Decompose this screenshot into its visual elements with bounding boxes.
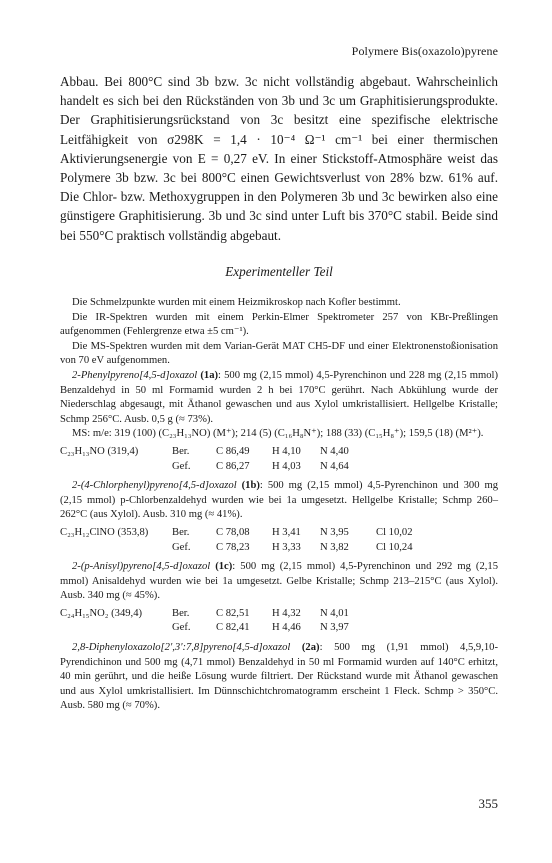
analysis-1b <box>60 526 498 555</box>
analysis-formula: C₂₄H₁₅NO₂ (349,4) <box>60 607 143 619</box>
compound-1c-label: (1c) <box>215 561 233 573</box>
section-title: Experimenteller Teil <box>225 264 333 279</box>
compound-1a-paragraph <box>60 369 498 427</box>
analysis-gef-c: C 78,23 <box>216 541 250 553</box>
compound-1a-label: (1a) <box>200 369 219 381</box>
analysis-gef-c: C 82,41 <box>216 622 250 634</box>
analysis-ber-c: C 78,08 <box>216 526 250 538</box>
analysis-ber-h: H 4,32 <box>272 607 301 619</box>
page-number: 355 <box>478 796 498 811</box>
analysis-gef-label: Gef. <box>172 460 191 472</box>
intro-text: Abbau. Bei 800°C sind 3b bzw. 3c nicht vollständig abgebaut. Wahrscheinlich handelt es sich bei den Rückständen von 3b und 3c um Graphitisierungsprodukte. Der Graphitisierungsrückstand von 3c besitzt eine spezifische elektrische Leitfähigkeit von σ298K = 1,4 · 10⁻⁴ Ω⁻¹ cm⁻¹ bei einer thermischen Aktivierungsenergie von E = 0,27 eV. In einer Stickstoff-Atmosphäre weist das Polymere 3b bzw. 3c bei 800°C einen Gewichtsverlust von 28% bzw. 61% auf. Die Chlor- bzw. Methoxygruppen in den Polymeren 3b und 3c bewirken also eine günstigere Graphitisierung. 3b und 3c sind unter Luft bis 370°C stabil. Beide sind bei 550°C praktisch vollständig abgebaut. <box>60 74 498 243</box>
intro-paragraph <box>60 72 498 245</box>
compound-2a-paragraph <box>60 641 498 714</box>
compound-1b-name: 2-(4-Chlorphenyl)pyreno[4,5-d]oxazol <box>72 480 237 492</box>
analysis-ber-n: N 4,01 <box>320 607 349 619</box>
compound-1a-text: : 500 mg (2,15 mmol) 4,5-Pyrenchinon und 228 mg (2,15 mmol) Benzaldehyd in 50 ml Formamid wurden 2 h bei 170°C gerührt. Nach Abkühlung wurde der Niederschlag abgesaugt, mit Äthanol gewaschen und aus Xylol umkristallisiert. Hellgelbe Kristalle; Schmp 256°C. Ausb. 0,5 g (≈ 73%). <box>60 369 498 425</box>
compound-1a-name: 2-Phenylpyreno[4,5-d]oxazol <box>72 369 198 381</box>
experimental-section <box>60 296 498 714</box>
general-line-2: Die IR-Spektren wurden mit einem Perkin-Elmer Spektrometer 257 von KBr-Preßlingen aufgenommen (Fehlergrenze etwa ±5 cm⁻¹). <box>60 311 498 338</box>
analysis-ber-label: Ber. <box>172 445 190 457</box>
compound-1b-paragraph <box>60 479 498 523</box>
analysis-gef-n: N 4,64 <box>320 460 349 472</box>
analysis-ber-h: H 4,10 <box>272 445 301 457</box>
analysis-ber-h: H 3,41 <box>272 526 301 538</box>
compound-1c-name: 2-(p-Anisyl)pyreno[4,5-d]oxazol <box>72 561 211 573</box>
analysis-gef-n: N 3,97 <box>320 622 349 634</box>
compound-1a-ms: MS: m/e: 319 (100) (C₂₃H₁₃NO) (M⁺); 214 (5) (C₁₆H₈N⁺); 188 (33) (C₁₅H₈⁺); 159,5 (18) (M²⁺). <box>72 428 484 440</box>
analysis-1c <box>60 607 498 636</box>
running-head: Polymere Bis(oxazolo)pyrene <box>351 44 498 58</box>
analysis-ber-label: Ber. <box>172 607 190 619</box>
analysis-gef-label: Gef. <box>172 541 191 553</box>
analysis-gef-cl: Cl 10,24 <box>376 541 413 553</box>
general-line-3: Die MS-Spektren wurden mit dem Varian-Gerät MAT CH5-DF und einer Elektronenstoßionisation von 70 eV aufgenommen. <box>60 340 498 367</box>
compound-2a-label: (2a) <box>301 642 320 654</box>
analysis-ber-c: C 86,49 <box>216 445 250 457</box>
analysis-gef-c: C 86,27 <box>216 460 250 472</box>
analysis-ber-c: C 82,51 <box>216 607 250 619</box>
analysis-ber-cl: Cl 10,02 <box>376 526 413 538</box>
page <box>60 0 498 863</box>
analysis-formula: C₂₃H₁₃NO (319,4) <box>60 445 139 457</box>
analysis-ber-n: N 4,40 <box>320 445 349 457</box>
analysis-ber-n: N 3,95 <box>320 526 349 538</box>
compound-1b-text: : 500 mg (2,15 mmol) 4,5-Pyrenchinon und 300 mg (2,15 mmol) p-Chlorbenzaldehyd wurden wie bei 1a umgesetzt. Hellgelbe Kristalle; Schmp 260–262°C (aus Xylol). Ausb. 310 mg (≈ 41%). <box>60 480 498 521</box>
compound-2a-name: 2,8-Diphenyloxazolo[2',3':7,8]pyreno[4,5-d]oxazol <box>72 642 291 654</box>
analysis-gef-n: N 3,82 <box>320 541 349 553</box>
compound-2a-text: : 500 mg (1,91 mmol) 4,5,9,10-Pyrendichinon und 500 mg (4,71 mmol) Benzaldehyd in 50 ml Formamid wurden auf 140°C erhitzt, 40 min gerührt, und die heiße Lösung wurde filtriert. Der Rückstand wurde mit Äthanol gewaschen und aus Xylol umkristallisiert. Im Dünnschichtchromatogramm erscheint 1 Fleck. Schmp > 350°C. Ausb. 580 mg (≈ 70%). <box>60 642 498 712</box>
general-line-1: Die Schmelzpunkte wurden mit einem Heizmikroskop nach Kofler bestimmt. <box>72 297 401 308</box>
analysis-gef-label: Gef. <box>172 622 191 634</box>
compound-1b-label: (1b) <box>241 480 260 492</box>
analysis-ber-label: Ber. <box>172 526 190 538</box>
analysis-gef-h: H 4,46 <box>272 622 301 634</box>
analysis-gef-h: H 3,33 <box>272 541 301 553</box>
analysis-formula: C₂₃H₁₂ClNO (353,8) <box>60 526 149 538</box>
analysis-gef-h: H 4,03 <box>272 460 301 472</box>
compound-1c-text: : 500 mg (2,15 mmol) 4,5-Pyrenchinon und 292 mg (2,15 mmol) Anisaldehyd wurden wie bei 1a umgesetzt. Gelbe Kristalle; Schmp 213–215°C (aus Xylol). Ausb. 340 mg (≈ 45%). <box>60 561 498 602</box>
analysis-1a <box>60 445 498 474</box>
compound-1c-paragraph <box>60 560 498 604</box>
